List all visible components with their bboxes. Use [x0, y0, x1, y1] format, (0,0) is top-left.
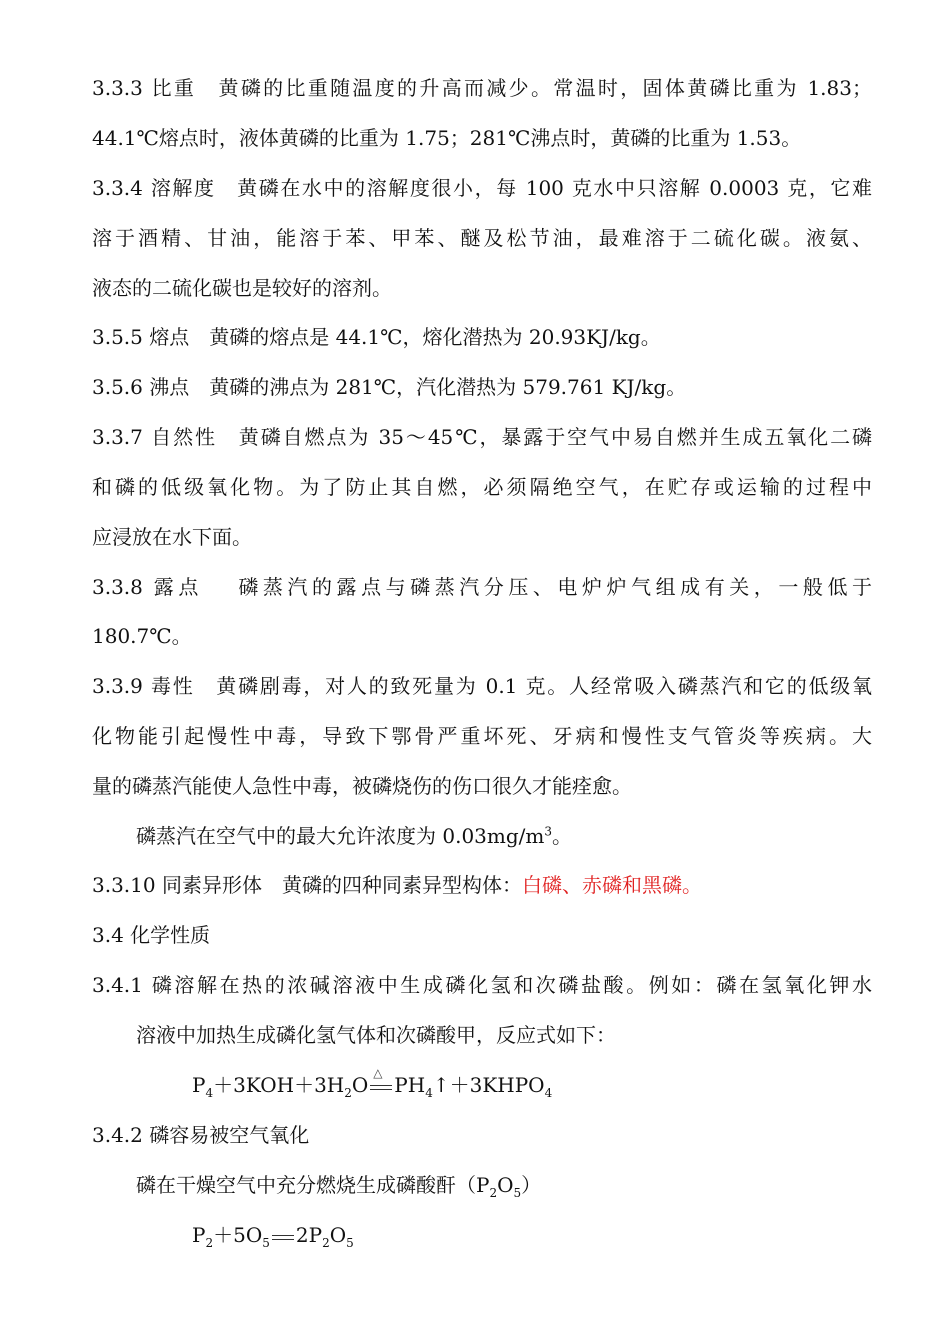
para-3-4-2-title: 3.4.2 磷容易被空气氧化: [92, 1123, 310, 1147]
eq2-lhs-p: P: [192, 1223, 206, 1247]
eq1-lhs-o: O: [351, 1073, 369, 1097]
eq1-lhs-p: P: [192, 1073, 206, 1097]
para-3-3-4-line-3: 液态的二硫化碳也是较好的溶剂。: [92, 276, 392, 300]
eq1-h2-sub: 2: [344, 1086, 352, 1100]
para-3-3-8-line-1: 3.3.8 露点 磷蒸汽的露点与磷蒸汽分压、电炉炉气组成有关，一般低于: [92, 575, 872, 599]
eq2-lhs-o-sub: 5: [262, 1236, 270, 1250]
heading-3-4: 3.4 化学性质: [92, 923, 211, 947]
heat-equals-icon: [370, 1065, 392, 1095]
eq1-rhs-ph-sub: 4: [425, 1086, 433, 1100]
eq2-rhs-p: 2P: [295, 1223, 323, 1247]
para-3-4-2-desc: [136, 1173, 872, 1200]
para-3-3-3-line-2: 44.1℃熔点时，液体黄磷的比重为 1.75；281℃沸点时，黄磷的比重为 1.53。: [92, 126, 802, 150]
para-3-3-9-line-3: 量的磷蒸汽能使人急性中毒，被磷烧伤的伤口很久才能痊愈。: [92, 774, 632, 798]
eq1-rhs-khpo-sub: 4: [544, 1086, 553, 1100]
allotrope-highlight-text: 白磷、赤磷和黑磷。: [521, 873, 702, 897]
para-3-3-7-line-2: 和磷的低级氧化物。为了防止其自燃，必须隔绝空气，在贮存或运输的过程中: [92, 475, 872, 499]
para-3-3-7-line-1: 3.3.7 自然性 黄磷自燃点为 35～45℃，暴露于空气中易自燃并生成五氧化二磷: [92, 425, 872, 449]
concentration-text: 磷蒸汽在空气中的最大允许浓度为 0.03mg/m: [136, 824, 545, 848]
equals-icon: [272, 1229, 294, 1245]
para-3-3-4-line-1: 3.3.4 溶解度 黄磷在水中的溶解度很小，每 100 克水中只溶解 0.0003 克，它难: [92, 176, 872, 200]
eq2-rhs-o: O: [329, 1223, 347, 1247]
para-3-4-1-line-2: 溶液中加热生成磷化氢气体和次磷酸甲，反应式如下：: [136, 1023, 616, 1047]
eq2-rhs-o-sub: 5: [346, 1236, 354, 1250]
para-3-3-7-line-3: 应浸放在水下面。: [92, 525, 252, 549]
equation-combustion: [192, 1223, 950, 1250]
cubic-superscript: 3: [544, 824, 552, 839]
para-3-3-4-line-2: 溶于酒精、甘油，能溶于苯、甲苯、醚及松节油，最难溶于二硫化碳。液氨、: [92, 226, 872, 250]
para-3-3-3-line-1: 3.3.3 比重 黄磷的比重随温度的升高而减少。常温时，固体黄磷比重为 1.83；: [92, 76, 872, 100]
para-3-3-8-line-2: 180.7℃。: [92, 624, 192, 648]
equation-koh-reaction: [192, 1065, 950, 1100]
para-3-4-1-line-1: 3.4.1 磷溶解在热的浓碱溶液中生成磷化氢和次磷盐酸。例如：磷在氢氧化钾水: [92, 973, 872, 997]
eq2-lhs-o: ＋5O: [213, 1223, 263, 1247]
para-3-3-9-line-1: 3.3.9 毒性 黄磷剧毒，对人的致死量为 0.1 克。人经常吸入磷蒸汽和它的低级氧: [92, 674, 872, 698]
para-3-3-9-line-2: 化物能引起慢性中毒，导致下鄂骨严重坏死、牙病和慢性支气管炎等疾病。大: [92, 724, 872, 748]
eq1-lhs-p-sub: 4: [205, 1086, 214, 1100]
eq2-lhs-p-sub: 2: [205, 1236, 214, 1250]
para-3-5-5: 3.5.5 熔点 黄磷的熔点是 44.1℃，熔化潜热为 20.93KJ/kg。: [92, 325, 661, 349]
heat-triangle-icon: △: [373, 1065, 383, 1080]
eq1-rhs-ph: PH: [394, 1073, 426, 1097]
eq1-rhs-products: ↑＋3KHPO: [432, 1073, 545, 1097]
concentration-end: 。: [552, 824, 572, 848]
eq2-rhs-p-sub: 2: [322, 1236, 330, 1250]
para-3-3-9-concentration: [136, 824, 872, 848]
oxidation-desc-text: 磷在干燥空气中充分燃烧生成磷酸酐（P: [136, 1173, 490, 1197]
oxidation-p-sub: 2: [489, 1186, 498, 1200]
allotrope-lead-text: 3.3.10 同素异形体 黄磷的四种同素异型构体：: [92, 873, 522, 897]
oxidation-close-paren: ）: [521, 1173, 542, 1197]
para-3-5-6: 3.5.6 沸点 黄磷的沸点为 281℃，汽化潜热为 579.761 KJ/kg。: [92, 375, 687, 399]
eq1-lhs-reagents: ＋3KOH＋3H: [213, 1073, 345, 1097]
para-3-3-10: [92, 873, 872, 897]
oxidation-o: O: [497, 1173, 514, 1197]
oxidation-o-sub: 5: [513, 1186, 522, 1200]
